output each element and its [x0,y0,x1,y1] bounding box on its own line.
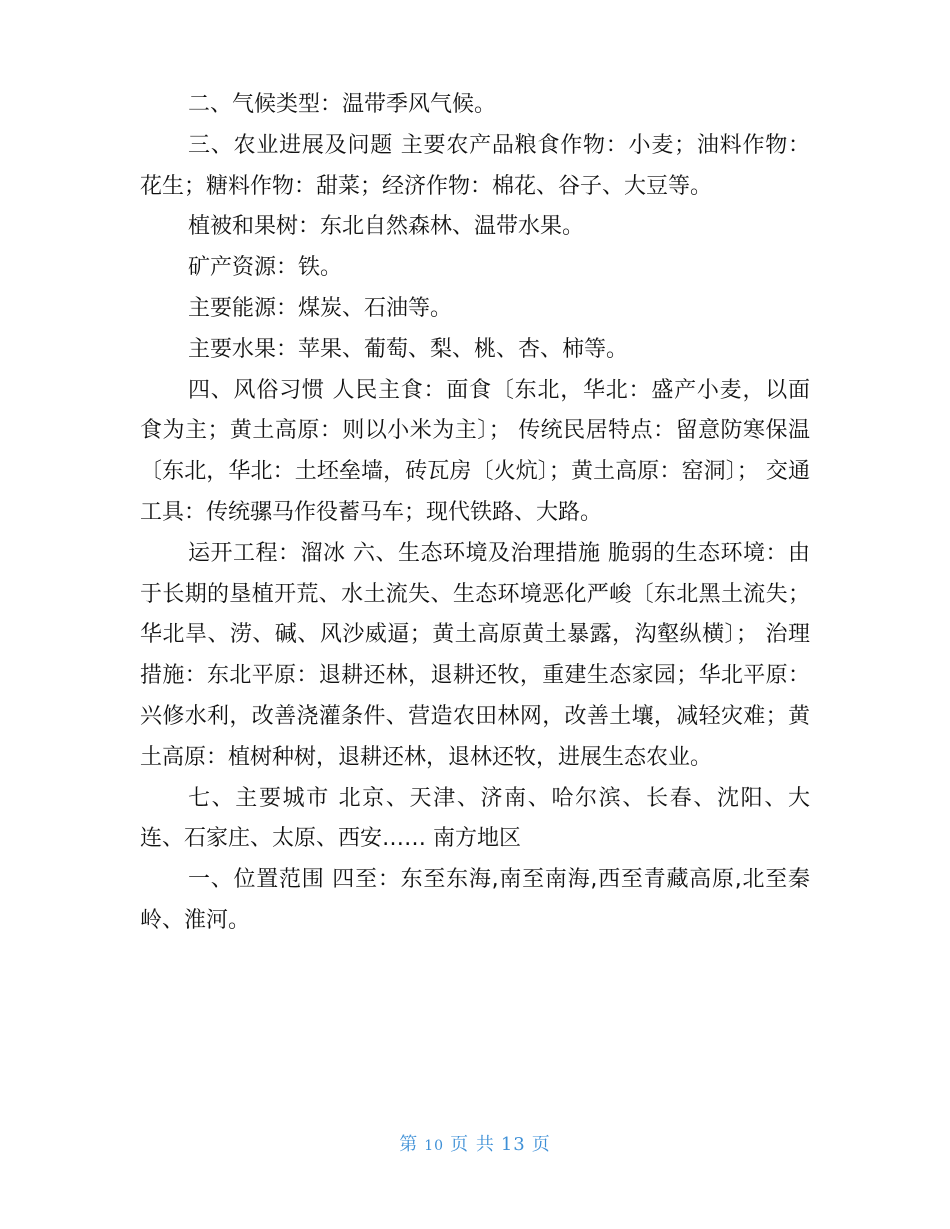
paragraph-minerals: 矿产资源：铁。 [188,255,343,281]
paragraph-customs: 四、风俗习惯 人民主食：面食〔东北，华北：盛产小麦，以面食为主；黄土高原：则以小米为主〕； 传统民居特点：留意防寒保温〔东北，华北：土坯垒墙，砖瓦房〔火炕〕；黄土高原：窑洞〕； 交通工具：传统骡马作役蓄马车；现代铁路、大路。 [140,377,810,525]
footer-middle: 页 共 [450,1134,495,1155]
footer-total-pages: 13 [500,1134,526,1155]
paragraph-fruits: 主要水果：苹果、葡萄、梨、桃、杏、柿等。 [188,336,629,362]
footer-page-number: 10 [424,1138,445,1154]
footer-prefix: 第 [399,1134,419,1155]
paragraph-energy: 主要能源：煤炭、石油等。 [188,295,453,321]
paragraph-ecology: 运开工程：溜冰 六、生态环境及治理措施 脆弱的生态环境：由于长期的垦植开荒、水土流失、生态环境恶化严峻〔东北黑土流失；华北旱、涝、碱、风沙威逼；黄土高原黄土暴露，沟壑纵横〕； 治理措施：东北平原：退耕还林，退耕还牧，重建生态家园；华北平原：兴修水利，改善浇灌条件、营造农田林网，改善土壤，减轻灾难；黄土高原：植树种树，退耕还林，退林还牧，进展生态农业。 [140,540,810,770]
paragraph-agriculture: 三、农业进展及问题 主要农产品粮食作物：小麦；油料作物：花生；糖料作物：甜菜；经济作物：棉花、谷子、大豆等。 [140,132,810,199]
paragraph-climate: 二、气候类型：温带季风气候。 [188,92,497,117]
paragraph-location: 一、位置范围 四至：东至东海,南至南海,西至青藏高原,北至秦岭、淮河。 [140,867,810,933]
footer-suffix: 页 [531,1134,551,1155]
document-body [140,85,810,942]
paragraph-cities: 七、主要城市 北京、天津、济南、哈尔滨、长春、沈阳、大连、石家庄、太原、西安…… 南方地区 [140,785,810,852]
page-footer [0,1130,950,1156]
paragraph-vegetation: 植被和果树：东北自然森林、温带水果。 [188,214,585,240]
